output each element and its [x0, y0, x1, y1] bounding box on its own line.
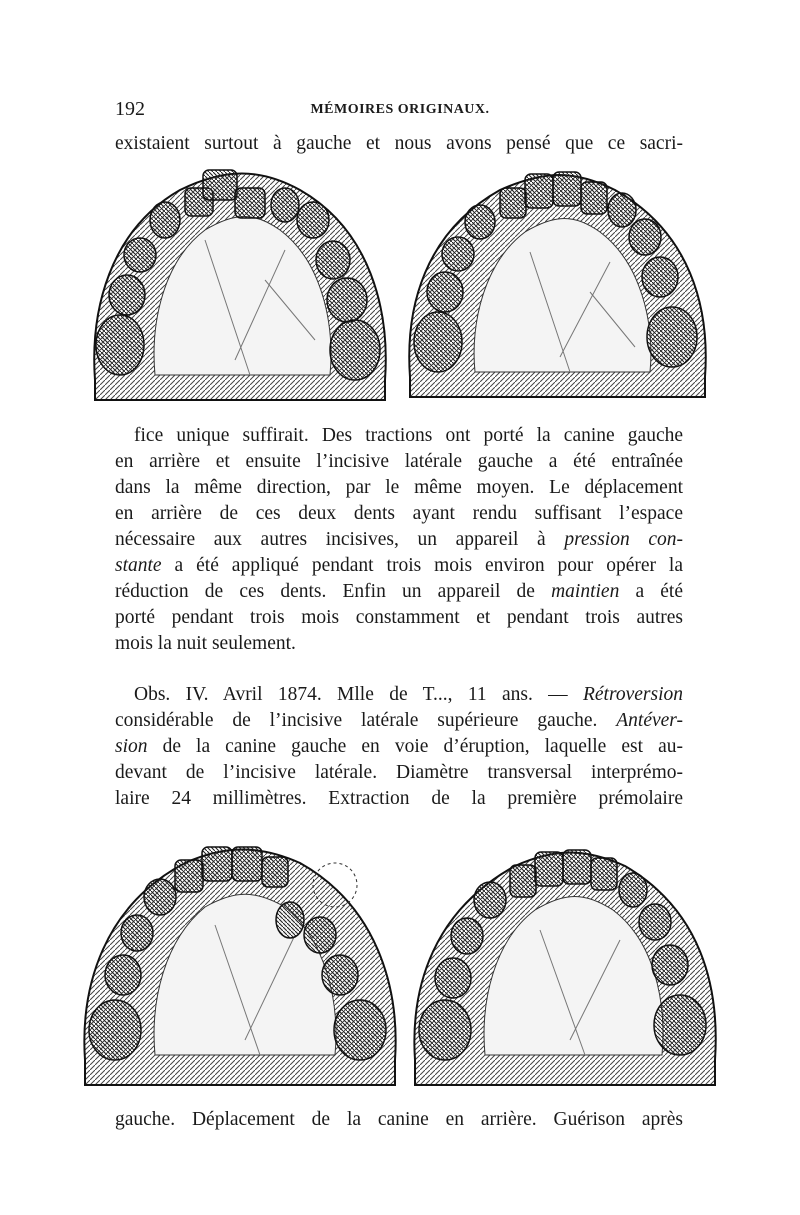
para1-line-8: porté pendant trois mois constamment et pendant trois autres — [115, 607, 683, 628]
italic-stante: stante — [115, 555, 162, 576]
italic-retroversion: Rétroversion — [582, 684, 683, 705]
obs-line-4: devant de l’incisive latérale. Diamètre transversal interprémo- — [115, 762, 683, 783]
obs-line-3: sion de la canine gauche en voie d’éruption, laquelle est au- — [115, 736, 684, 757]
running-title: MÉMOIRES ORIGINAUX. — [310, 102, 490, 117]
para1-line-2: en arrière et ensuite l’incisive latérale gauche a été entraînée — [115, 451, 683, 472]
para1-line-5: nécessaire aux autres incisives, un appareil à pression con- — [115, 529, 683, 550]
italic-sion: sion — [115, 736, 148, 757]
page-header — [115, 98, 685, 122]
para1-line-6: stante a été appliqué pendant trois mois environ pour opérer la — [115, 555, 683, 576]
italic-antever: Antéver- — [616, 710, 684, 731]
para1-line-3: dans la même direction, par le même moyen. Le déplacement — [115, 477, 683, 498]
dental-cast-top-left — [85, 160, 395, 415]
obs-line-2: considérable de l’incisive latérale supérieure gauche. Antéver- — [115, 710, 684, 731]
dental-cast-top-right — [400, 162, 715, 412]
dental-cast-bottom-left — [75, 835, 405, 1100]
italic-pression-constante: pression con- — [564, 529, 683, 550]
obs-line-5: laire 24 millimètres. Extraction de la première prémolaire — [115, 788, 683, 809]
para1-line-4: en arrière de ces deux dents ayant rendu suffisant l’espace — [115, 503, 683, 524]
italic-maintien: maintien — [551, 581, 620, 602]
final-line: gauche. Déplacement de la canine en arrière. Guérison après — [115, 1109, 683, 1130]
text-line-1: existaient surtout à gauche et nous avons pensé que ce sacri- — [115, 133, 683, 154]
page-number: 192 — [115, 98, 145, 120]
para1-line-9: mois la nuit seulement. — [115, 633, 296, 654]
para1-line-7: réduction de ces dents. Enfin un appareil de maintien a été — [115, 581, 684, 602]
obs-heading-line: Obs. IV. Avril 1874. Mlle de T..., 11 ans. — Rétroversion — [134, 684, 683, 705]
para1-line-1: fice unique suffirait. Des tractions ont porté la canine gauche — [134, 425, 683, 446]
dental-cast-bottom-right — [405, 840, 725, 1100]
